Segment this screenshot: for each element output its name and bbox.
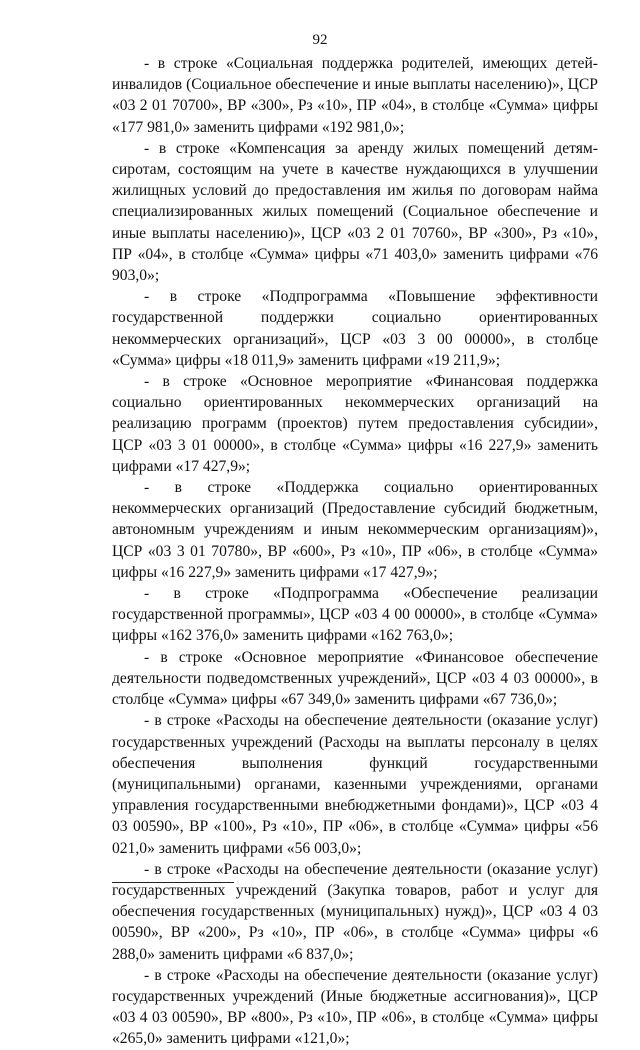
document-body bbox=[112, 53, 598, 1050]
amendment-paragraph: - в строке «Компенсация за аренду жилых помещений детям-сиротам, состоящим на учете в качестве нуждающихся в улучшении жилищных условий до предоставления им жилья по договорам найма специализированных жилых помещений (Социальное обеспечение и иные выплаты населению)», ЦСР «03 2 01 70760», ВР «300», Рз «10», ПР «04», в столбце «Сумма» цифры «71 403,0» заменить цифрами «76 903,0»; bbox=[112, 139, 598, 285]
amendment-paragraph: - в строке «Расходы на обеспечение деятельности (оказание услуг) государственных учреждений (Иные бюджетные ассигнования)», ЦСР «03 4 03 00590», ВР «800», Рз «10», ПР «06», в столбце «Сумма» цифры «265,0» заменить цифрами «121,0»; bbox=[112, 966, 598, 1048]
amendment-paragraph: - в строке «Поддержка социально ориентированных некоммерческих организаций (Предоставление субсидий бюджетным, автономным учреждениям и иным некоммерческим организациям)», ЦСР «03 3 01 70780», ВР «600», Рз «10», ПР «06», в столбце «Сумма» цифры «16 227,9» заменить цифрами «17 427,9»; bbox=[112, 479, 598, 581]
amendment-paragraph: - в строке «Социальная поддержка родителей, имеющих детей-инвалидов (Социальное обеспечение и иные выплаты населению)», ЦСР «03 2 01 70700», ВР «300», Рз «10», ПР «04», в столбце «Сумма» цифры «177 981,0» заменить цифрами «192 981,0»; bbox=[112, 55, 598, 136]
amendment-paragraph: - в строке «Основное мероприятие «Финансовое обеспечение деятельности подведомственных учреждений», ЦСР «03 4 03 00000», в столбце «Сумма» цифры «67 349,0» заменить цифрами «67 736,0»; bbox=[112, 648, 598, 709]
amendment-paragraph: - в строке «Подпрограмма «Обеспечение реализации государственной программы», ЦСР «03 4 00 00000», в столбце «Сумма» цифры «162 376,0» заменить цифрами «162 763,0»; bbox=[112, 585, 598, 645]
amendment-paragraph: - в строке «Расходы на обеспечение деятельности (оказание услуг) государственных учреждений (Закупка товаров, работ и услуг для обеспечения государственных (муниципальных) нужд)», ЦСР «03 4 03 00590», ВР «200», Рз «10», ПР «06», в столбце «Сумма» цифры «6 288,0» заменить цифрами «6 837,0»; bbox=[112, 860, 598, 963]
amendment-paragraph: - в строке «Расходы на обеспечение деятельности (оказание услуг) государственных учреждений (Расходы на выплаты персоналу в целях обеспечения выполнения функций государственными (муниципальными) органами, казенными учреждениями, органами управления государственными внебюджетными фондами)», ЦСР «03 4 03 00590», ВР «100», Рз «10», ПР «06», в столбце «Сумма» цифры «56 021,0» заменить цифрами «56 003,0»; bbox=[112, 712, 598, 857]
page-number: 92 bbox=[312, 32, 328, 48]
amendment-paragraph: - в строке «Подпрограмма «Повышение эффективности государственной поддержки социально ориентированных некоммерческих организаций», ЦСР «03 3 00 00000», в столбце «Сумма» цифры «18 011,9» заменить цифрами «19 211,9»; bbox=[112, 288, 598, 369]
amendment-paragraph: - в строке «Основное мероприятие «Финансовая поддержка социально ориентированных некоммерческих организаций на реализацию программ (проектов) путем предоставления субсидии», ЦСР «03 3 01 00000», в столбце «Сумма» цифры «16 227,9» заменить цифрами «17 427,9»; bbox=[112, 373, 598, 475]
footnote-divider bbox=[112, 882, 234, 883]
